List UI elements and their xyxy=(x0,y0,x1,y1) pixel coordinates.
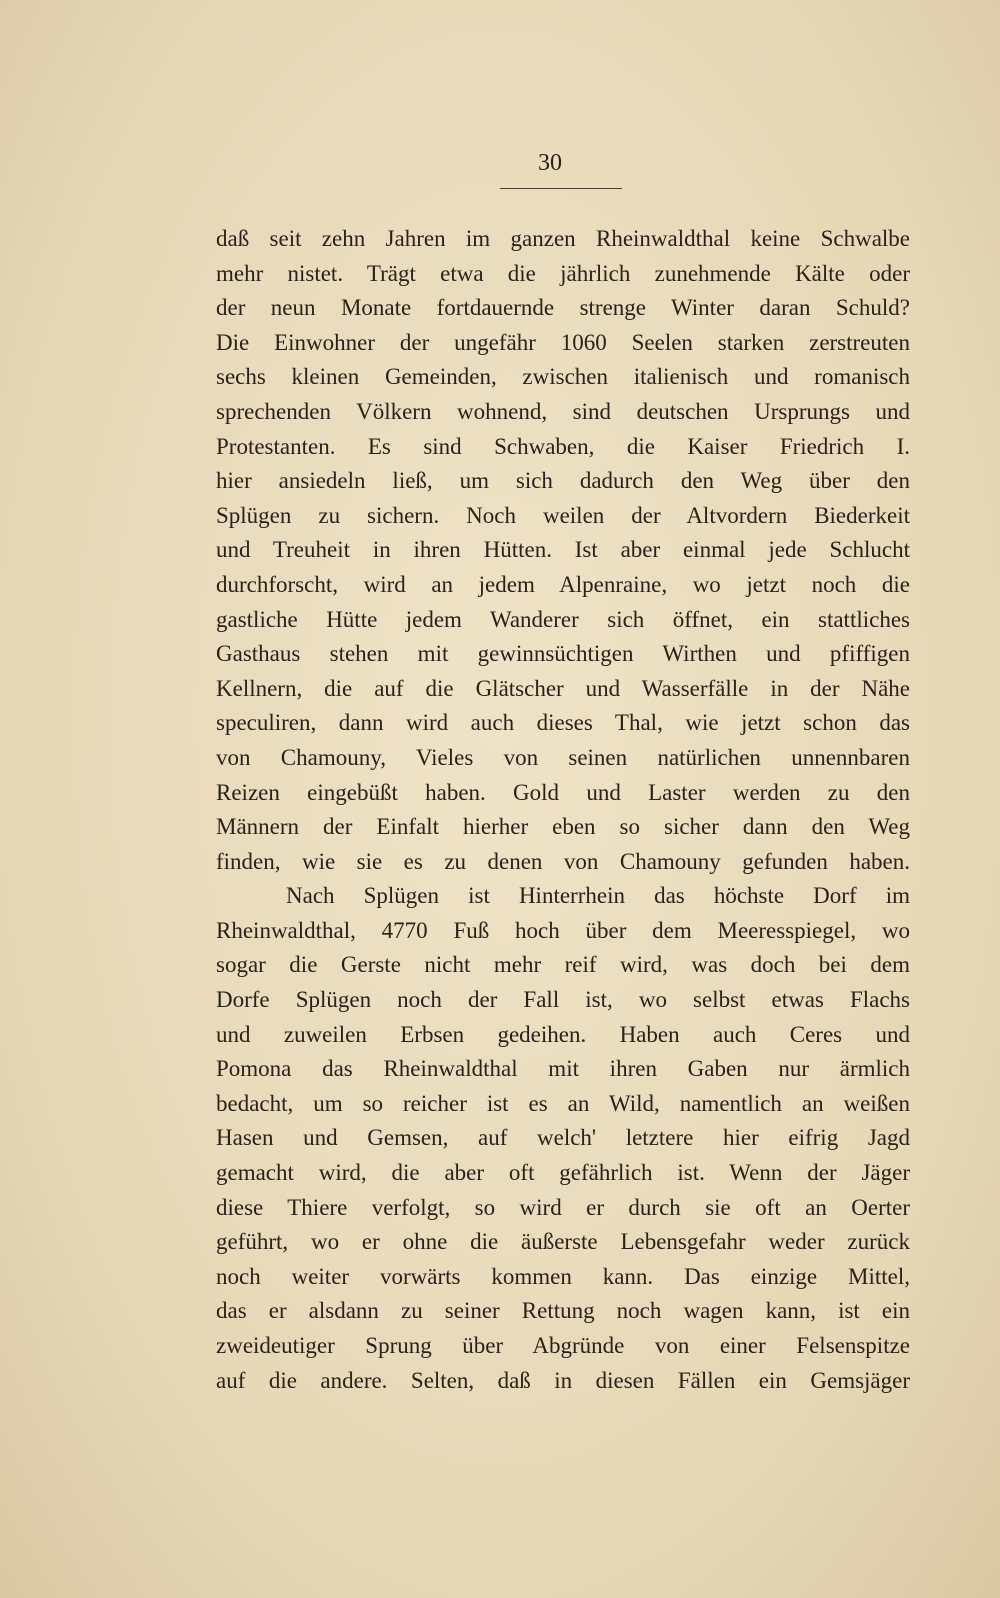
text-line: Splügen zu sichern. Noch weilen der Altvordern Biederkeit xyxy=(216,502,910,528)
text-line: Hasen und Gemsen, auf welch' letztere hier eifrig Jagd xyxy=(216,1125,910,1151)
text-line: Reizen eingebüßt haben. Gold und Laster werden zu den xyxy=(216,779,910,805)
text-line: Rheinwaldthal, 4770 Fuß hoch über dem Meeresspiegel, wo xyxy=(216,917,910,943)
text-line: speculiren, dann wird auch dieses Thal, wie jetzt schon das xyxy=(216,710,910,736)
text-line: Dorfe Splügen noch der Fall ist, wo selbst etwas Flachs xyxy=(216,987,910,1013)
text-line: gemacht wird, die aber oft gefährlich ist. Wenn der Jäger xyxy=(216,1160,910,1186)
text-line: daß seit zehn Jahren im ganzen Rheinwaldthal keine Schwalbe xyxy=(216,226,910,251)
page-body-text xyxy=(216,222,910,1398)
text-line: Protestanten. Es sind Schwaben, die Kaiser Friedrich I. xyxy=(216,433,910,459)
text-line: zweideutiger Sprung über Abgründe von einer Felsenspitze xyxy=(216,1333,910,1358)
text-line: noch weiter vorwärts kommen kann. Das einzige Mittel, xyxy=(216,1263,910,1289)
text-line: und zuweilen Erbsen gedeihen. Haben auch Ceres und xyxy=(216,1021,910,1047)
text-line: mehr nistet. Trägt etwa die jährlich zunehmende Kälte oder xyxy=(216,260,910,286)
text-line: Kellnern, die auf die Glätscher und Wasserfälle in der Nähe xyxy=(216,675,910,701)
text-line: durchforscht, wird an jedem Alpenraine, wo jetzt noch die xyxy=(216,571,910,597)
text-line: Die Einwohner der ungefähr 1060 Seelen starken zerstreuten xyxy=(216,329,910,355)
text-line: geführt, wo er ohne die äußerste Lebensgefahr weder zurück xyxy=(216,1229,910,1255)
text-line: finden, wie sie es zu denen von Chamouny gefunden haben. xyxy=(216,848,910,874)
text-line: diese Thiere verfolgt, so wird er durch sie oft an Oerter xyxy=(216,1194,910,1220)
text-line: hier ansiedeln ließ, um sich dadurch den Weg über den xyxy=(216,468,910,494)
text-line: das er alsdann zu seiner Rettung noch wagen kann, ist ein xyxy=(216,1298,910,1324)
text-line: sprechenden Völkern wohnend, sind deutschen Ursprungs und xyxy=(216,398,910,424)
header-rule xyxy=(500,188,622,189)
text-line: auf die andere. Selten, daß in diesen Fällen ein Gemsjäger xyxy=(216,1367,910,1393)
text-line: sechs kleinen Gemeinden, zwischen italienisch und romanisch xyxy=(216,364,910,390)
text-line: und Treuheit in ihren Hütten. Ist aber einmal jede Schlucht xyxy=(216,537,910,563)
text-line: Nach Splügen ist Hinterrhein das höchste Dorf im xyxy=(286,883,910,909)
text-line: der neun Monate fortdauernde strenge Winter daran Schuld? xyxy=(216,295,910,321)
text-line: von Chamouny, Vieles von seinen natürlichen unnennbaren xyxy=(216,744,910,770)
text-line: gastliche Hütte jedem Wanderer sich öffnet, ein stattliches xyxy=(216,606,910,632)
page-number: 30 xyxy=(538,150,562,176)
text-line: bedacht, um so reicher ist es an Wild, namentlich an weißen xyxy=(216,1090,910,1116)
text-line: sogar die Gerste nicht mehr reif wird, was doch bei dem xyxy=(216,952,910,978)
text-line: Gasthaus stehen mit gewinnsüchtigen Wirthen und pfiffigen xyxy=(216,641,910,667)
text-line: Pomona das Rheinwaldthal mit ihren Gaben nur ärmlich xyxy=(216,1056,910,1082)
text-line: Männern der Einfalt hierher eben so sicher dann den Weg xyxy=(216,814,910,840)
